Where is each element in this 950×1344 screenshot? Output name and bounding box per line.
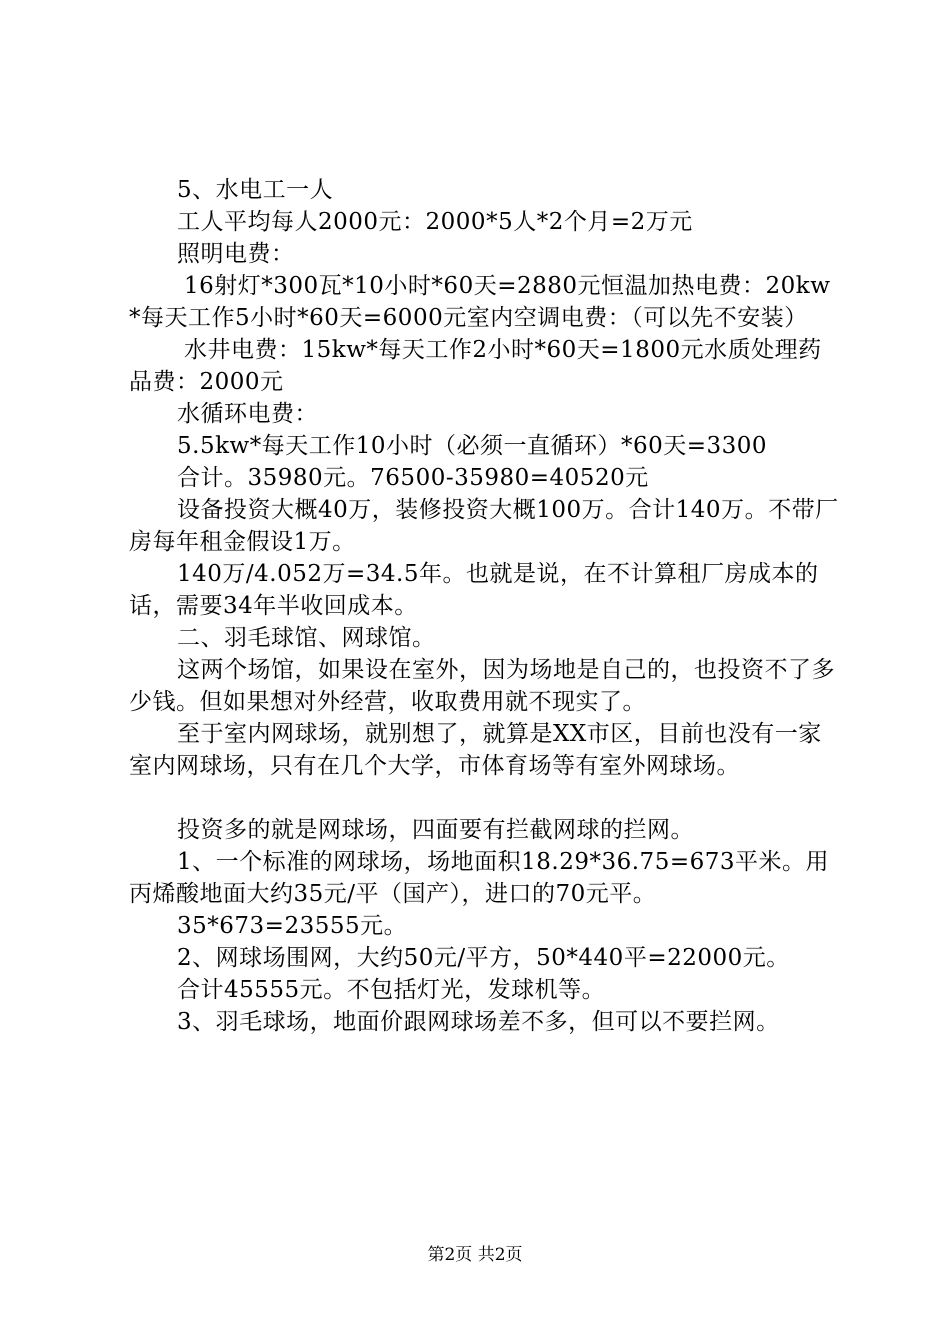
document-body: [129, 174, 841, 1038]
blank-line: [129, 782, 841, 814]
paragraph-tennis-investment: 投资多的就是网球场，四面要有拦截网球的拦网。: [177, 817, 694, 843]
paragraph-lighting-cost: 16射灯*300瓦*10小时*60天=2880元恒温加热电费：20kw*每天工作5小时*60天=6000元室内空调电费：（可以先不安装）: [129, 273, 831, 331]
paragraph-tennis-total: 合计45555元。不包括灯光，发球机等。: [177, 977, 606, 1003]
paragraph-total: 合计。35980元。76500-35980=40520元: [177, 465, 649, 491]
paragraph-electrician: 5、水电工一人: [177, 177, 334, 203]
paragraph-worker-wage: 工人平均每人2000元：2000*5人*2个月=2万元: [177, 209, 693, 235]
paragraph-court-cost: 35*673=23555元。: [177, 913, 408, 939]
paragraph-badminton-court: 3、羽毛球场，地面价跟网球场差不多，但可以不要拦网。: [177, 1009, 780, 1035]
paragraph-outdoor-venues: 这两个场馆，如果设在室外，因为场地是自己的，也投资不了多少钱。但如果想对外经营，收取费用就不现实了。: [129, 657, 835, 715]
paragraph-lighting-label: 照明电费：: [177, 241, 295, 267]
paragraph-investment: 设备投资大概40万，装修投资大概100万。合计140万。不带厂房每年租金假设1万。: [129, 497, 839, 555]
paragraph-fence-cost: 2、网球场围网，大约50元/平方，50*440平=22000元。: [177, 945, 790, 971]
paragraph-well-cost: 水井电费：15kw*每天工作2小时*60天=1800元水质处理药品费：2000元: [129, 337, 822, 395]
paragraph-circulation-cost: 5.5kw*每天工作10小时（必须一直循环）*60天=3300: [177, 433, 768, 459]
paragraph-court-area: 1、一个标准的网球场，场地面积18.29*36.75=673平米。用丙烯酸地面大约35元/平（国产），进口的70元平。: [129, 849, 829, 907]
paragraph-circulation-label: 水循环电费：: [177, 401, 318, 427]
page-number-footer: 第2页 共2页: [427, 1245, 523, 1265]
section-heading-badminton-tennis: 二、羽毛球馆、网球馆。: [177, 625, 436, 651]
paragraph-indoor-tennis: 至于室内网球场，就别想了，就算是XX市区，目前也没有一家室内网球场，只有在几个大学，市体育场等有室外网球场。: [129, 721, 822, 779]
paragraph-payback: 140万/4.052万=34.5年。也就是说，在不计算租厂房成本的话，需要34年半收回成本。: [129, 561, 819, 619]
